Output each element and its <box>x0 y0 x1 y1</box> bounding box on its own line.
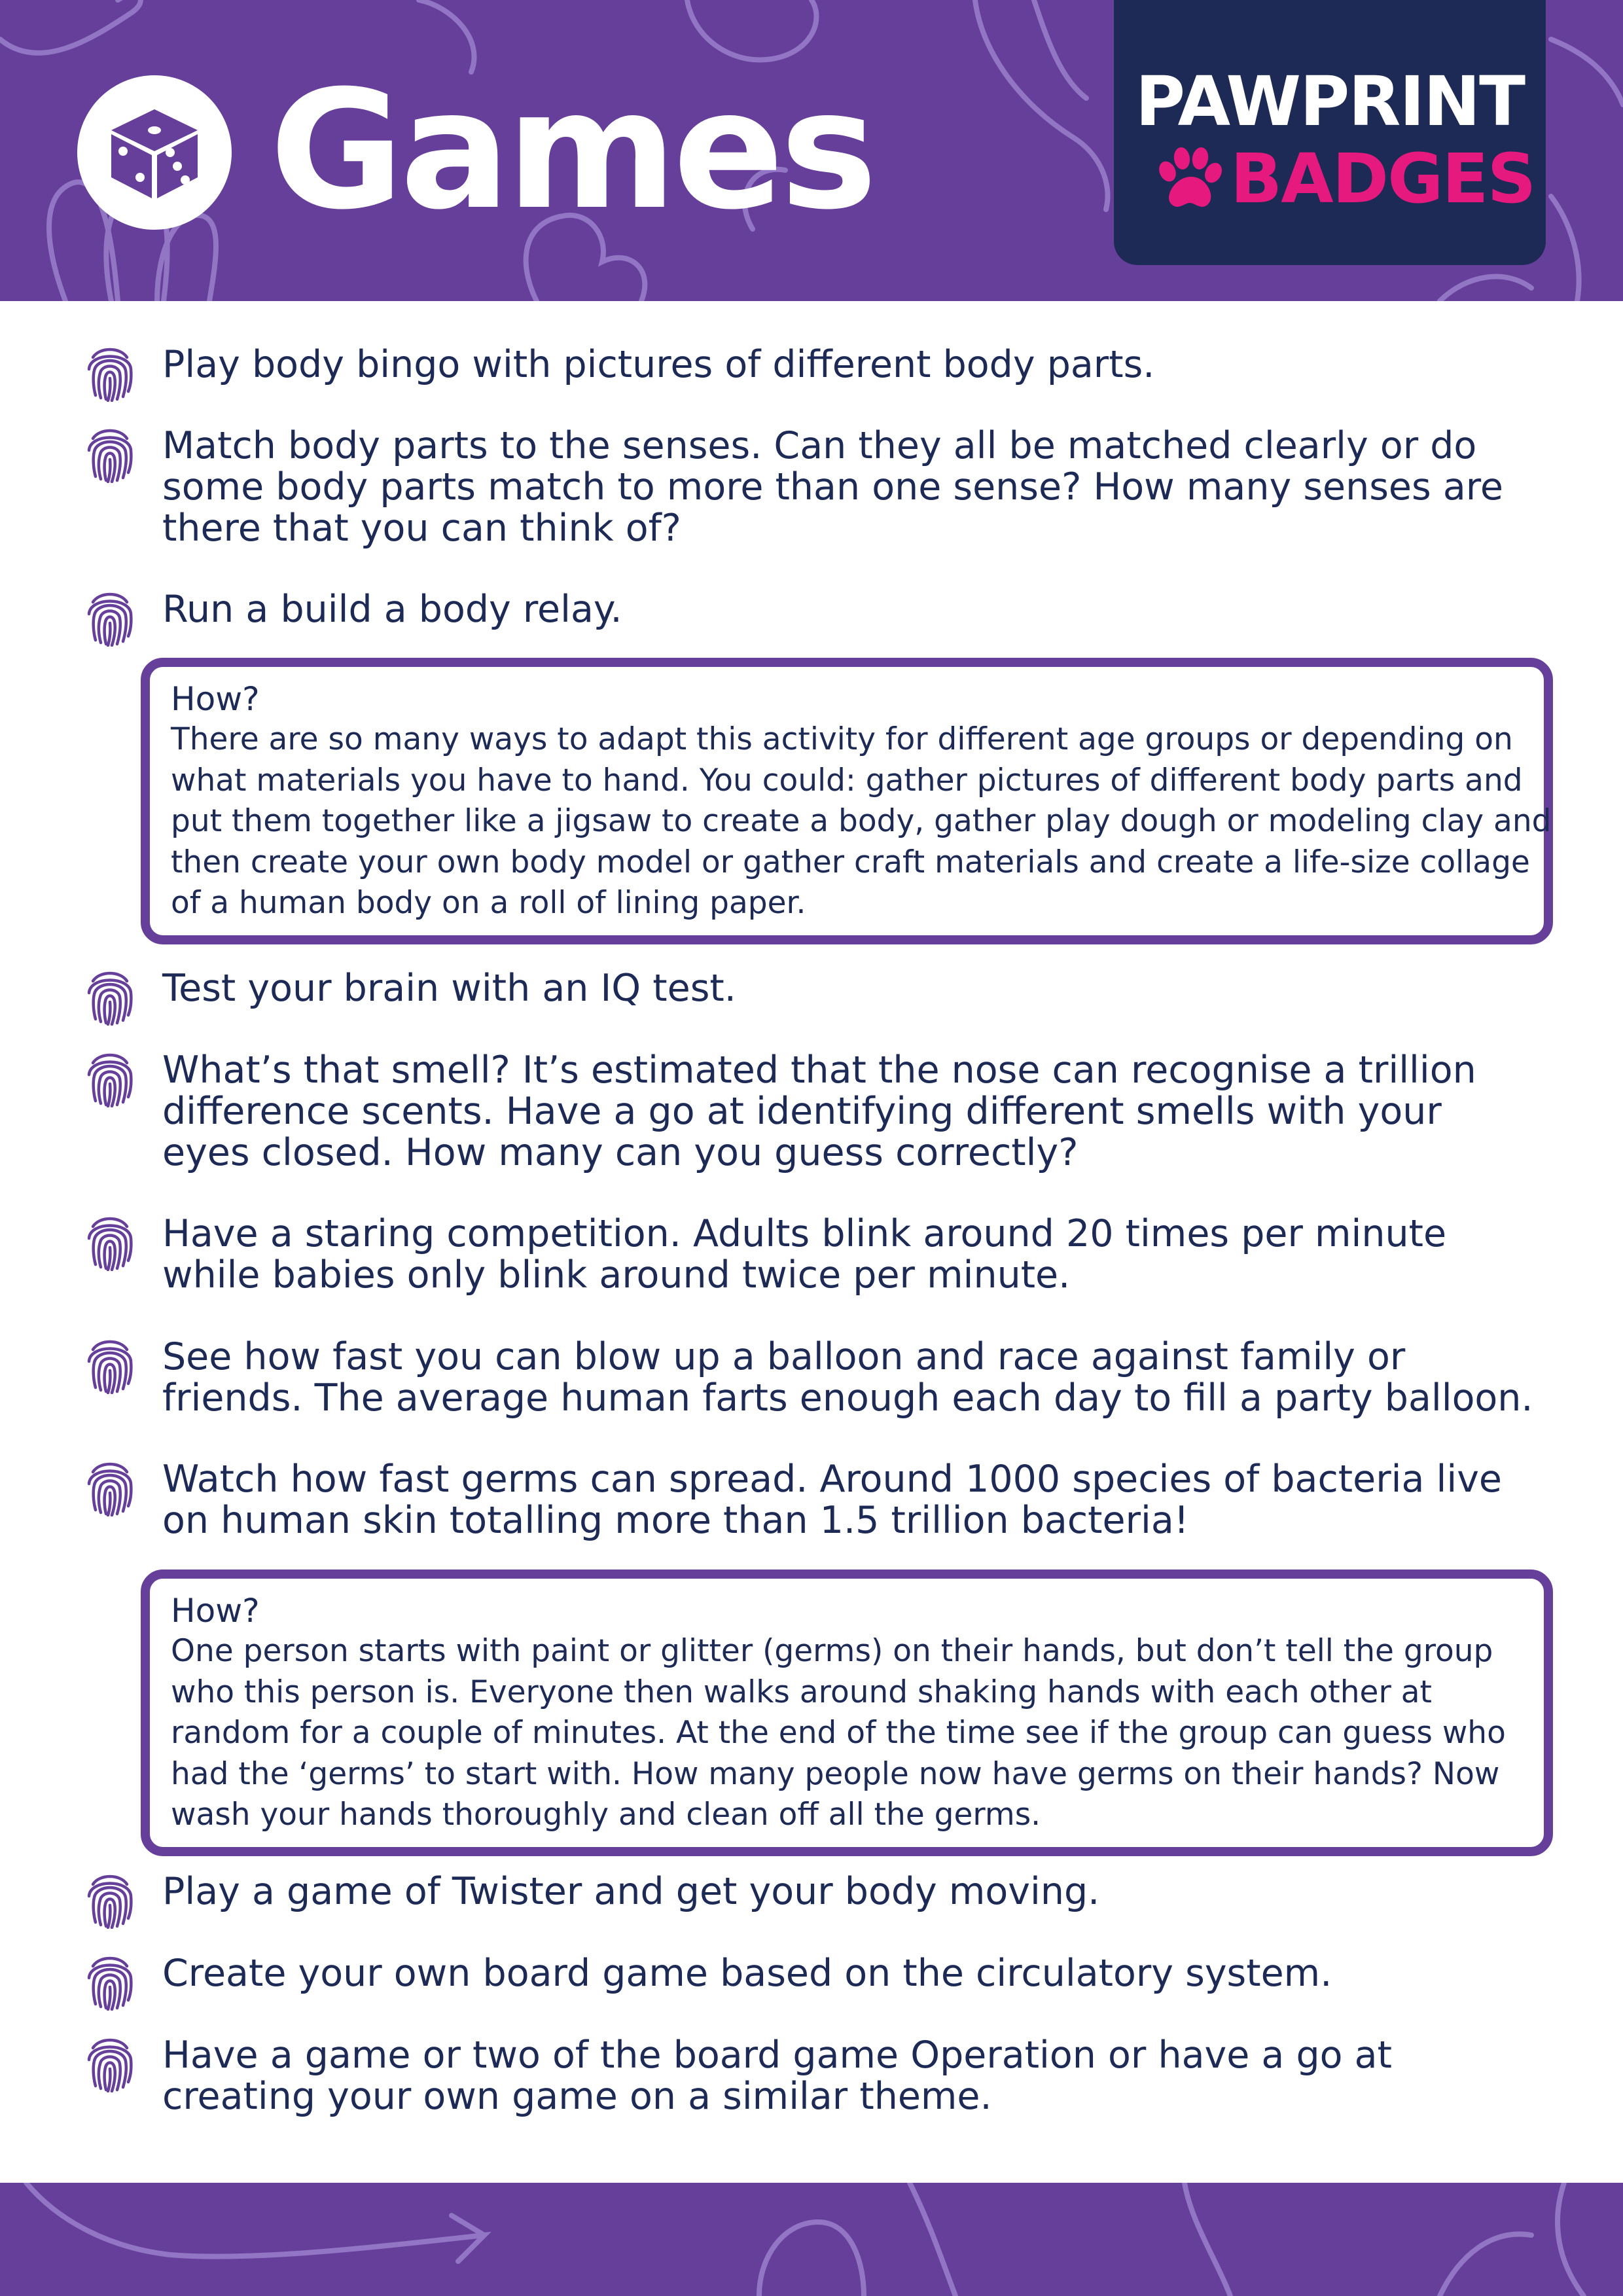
footer-doodle-pattern <box>0 2183 1623 2296</box>
fingerprint-icon <box>84 1458 136 1516</box>
fingerprint-icon <box>84 2034 136 2092</box>
dice-icon-circle <box>77 75 232 230</box>
fingerprint-icon <box>84 1212 136 1271</box>
fingerprint-icon <box>84 1870 136 1929</box>
list-item-text: Create your own board game based on the circulatory system. <box>162 1952 1332 1995</box>
fingerprint-icon <box>84 967 136 1026</box>
header-banner <box>0 0 1623 301</box>
how-box-body: There are so many ways to adapt this activity for different age groups or depending on what materials you have to hand. You could: gather pictures of different body parts and put them together like a jigsaw to create a body, gather play dough or modeling clay and then create your own body model or gather craft materials and create a life-size collage of a human body on a roll of lining paper. <box>171 721 1552 921</box>
fingerprint-icon <box>84 1952 136 2011</box>
fingerprint-icon <box>84 588 136 647</box>
list-item-text: Watch how fast germs can spread. Around 1000 species of bacteria live on human skin totalling more than 1.5 trillion bacteria! <box>162 1458 1502 1542</box>
how-box <box>141 658 1553 944</box>
list-item-text: Run a build a body relay. <box>162 588 622 631</box>
list-item-text: Play body bingo with pictures of different body parts. <box>162 343 1155 386</box>
logo-text-badges: BADGES <box>1230 139 1535 219</box>
list-item-text: Test your brain with an IQ test. <box>162 967 736 1010</box>
how-box <box>141 1570 1553 1856</box>
list-item-text: Have a staring competition. Adults blink around 20 times per minute while babies only blink around twice per minute. <box>162 1212 1447 1297</box>
fingerprint-icon <box>84 343 136 402</box>
dice-icon <box>102 100 207 205</box>
list-item-text: Match body parts to the senses. Can they all be matched clearly or do some body parts match to more than one sense? How many senses are there that you can think of? <box>162 424 1503 550</box>
fingerprint-icon <box>84 1049 136 1107</box>
page-title: Games <box>270 55 874 245</box>
fingerprint-icon <box>84 1335 136 1394</box>
footer-banner <box>0 2183 1623 2296</box>
paw-icon <box>1153 143 1225 215</box>
how-box-title: How? <box>171 1592 260 1630</box>
how-box-body: One person starts with paint or glitter (germs) on their hands, but don’t tell the group who this person is. Everyone then walks around shaking hands with each other at random for a couple of minutes. At the end of the time see if the group can guess who had the ‘germs’ to start with. How many people now have germs on their hands? Now wash your hands thoroughly and clean off all the germs. <box>171 1633 1506 1833</box>
list-item-text: What’s that smell? It’s estimated that the nose can recognise a trillion difference scents. Have a go at identifying different smells with your eyes closed. How many can you guess correctly? <box>162 1049 1476 1174</box>
logo-badges-row <box>1153 139 1535 219</box>
logo-text-pawprint: PAWPRINT <box>1135 62 1525 141</box>
pawprint-badges-logo <box>1114 0 1546 265</box>
how-box-title: How? <box>171 680 260 718</box>
list-item-text: Play a game of Twister and get your body moving. <box>162 1870 1100 1913</box>
list-item-text: Have a game or two of the board game Operation or have a go at creating your own game on a similar theme. <box>162 2034 1392 2118</box>
fingerprint-icon <box>84 424 136 483</box>
list-item-text: See how fast you can blow up a balloon and race against family or friends. The average human farts enough each day to fill a party balloon. <box>162 1335 1533 1420</box>
